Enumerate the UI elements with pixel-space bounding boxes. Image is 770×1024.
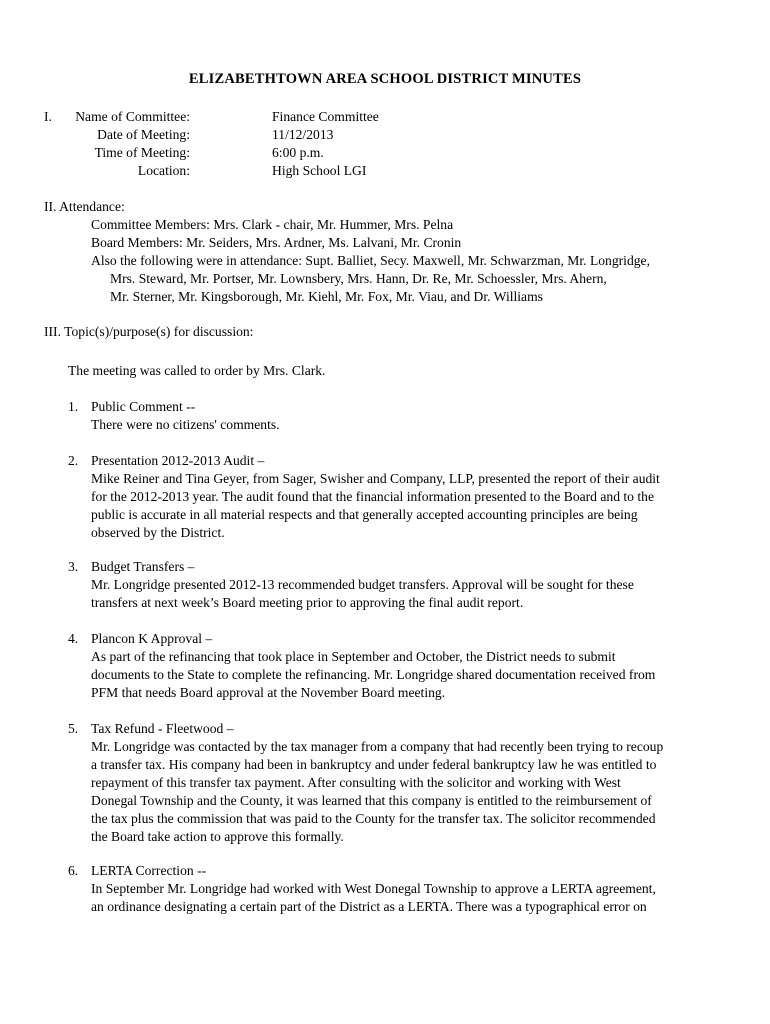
meta-value: Finance Committee: [272, 109, 379, 124]
item-line: Mr. Longridge was contacted by the tax manager from a company that had recently been trying to recoup: [91, 739, 664, 754]
item-title: Tax Refund - Fleetwood –: [91, 721, 234, 736]
item-title: Presentation 2012-2013 Audit –: [91, 453, 265, 468]
item-title: Budget Transfers –: [91, 559, 195, 574]
meta-value: High School LGI: [272, 163, 367, 178]
item-line: There were no citizens' comments.: [91, 417, 280, 432]
document-title: ELIZABETHTOWN AREA SCHOOL DISTRICT MINUTES: [188, 71, 582, 87]
meta-label: Date of Meeting:: [97, 127, 190, 142]
meta-row-location: [0, 162, 770, 180]
also-attending-line: Mrs. Steward, Mr. Portser, Mr. Lownsbery, Mrs. Hann, Dr. Re, Mr. Schoessler, Mrs. Ahern,: [110, 271, 607, 286]
also-attending-line: Also the following were in attendance: Supt. Balliet, Secy. Maxwell, Mr. Schwarzman, Mr. Longridge,: [91, 253, 650, 268]
item-line: the Board take action to approve this formally.: [91, 829, 344, 844]
section-i-numeral: I.: [44, 109, 52, 124]
item-line: PFM that needs Board approval at the November Board meeting.: [91, 685, 446, 700]
meta-row-committee: [0, 108, 770, 126]
item-title: Plancon K Approval –: [91, 631, 213, 646]
item-line: observed by the District.: [91, 525, 225, 540]
meeting-intro: The meeting was called to order by Mrs. Clark.: [68, 363, 326, 378]
topics-heading: III. Topic(s)/purpose(s) for discussion:: [44, 324, 254, 339]
item-number: 4.: [68, 631, 79, 646]
item-line: Mr. Longridge presented 2012-13 recommended budget transfers. Approval will be sought for these: [91, 577, 634, 592]
item-title: Public Comment --: [91, 399, 196, 414]
item-line: transfers at next week’s Board meeting prior to approving the final audit report.: [91, 595, 524, 610]
board-members: Board Members: Mr. Seiders, Mrs. Ardner, Ms. Lalvani, Mr. Cronin: [91, 235, 462, 250]
item-number: 2.: [68, 453, 79, 468]
meta-value: 11/12/2013: [272, 127, 334, 142]
meta-label: Time of Meeting:: [94, 145, 190, 160]
committee-members: Committee Members: Mrs. Clark - chair, Mr. Hummer, Mrs. Pelna: [91, 217, 454, 232]
item-line: As part of the refinancing that took place in September and October, the District needs to submit: [91, 649, 616, 664]
item-line: public is accurate in all material respects and that generally accepted accounting principles are being: [91, 507, 638, 522]
item-line: documents to the State to complete the refinancing. Mr. Longridge shared documentation received from: [91, 667, 656, 682]
item-line: repayment of this transfer tax payment. After consulting with the solicitor and working with West: [91, 775, 621, 790]
meta-value: 6:00 p.m.: [272, 145, 324, 160]
item-number: 3.: [68, 559, 79, 574]
item-line: In September Mr. Longridge had worked with West Donegal Township to approve a LERTA agreement,: [91, 881, 656, 896]
item-line: an ordinance designating a certain part of the District as a LERTA. There was a typographical error on: [91, 899, 647, 914]
item-line: the tax plus the commission that was paid to the County for the transfer tax. The solicitor recommended: [91, 811, 656, 826]
item-line: for the 2012-2013 year. The audit found that the financial information presented to the Board and to the: [91, 489, 654, 504]
meta-label: Name of Committee:: [75, 109, 190, 124]
meta-row-time: [0, 144, 770, 162]
item-title: LERTA Correction --: [91, 863, 207, 878]
also-attending-line: Mr. Sterner, Mr. Kingsborough, Mr. Kiehl, Mr. Fox, Mr. Viau, and Dr. Williams: [110, 289, 543, 304]
item-line: Donegal Township and the County, it was learned that this company is entitled to the reimbursement of: [91, 793, 652, 808]
meta-row-date: [0, 126, 770, 144]
item-number: 1.: [68, 399, 79, 414]
item-number: 5.: [68, 721, 79, 736]
meta-label: Location:: [137, 163, 190, 178]
item-number: 6.: [68, 863, 79, 878]
attendance-heading: II. Attendance:: [44, 199, 125, 214]
item-line: Mike Reiner and Tina Geyer, from Sager, Swisher and Company, LLP, presented the report of their audit: [91, 471, 660, 486]
item-line: a transfer tax. His company had been in bankruptcy and under federal bankruptcy law he was entitled to: [91, 757, 657, 772]
